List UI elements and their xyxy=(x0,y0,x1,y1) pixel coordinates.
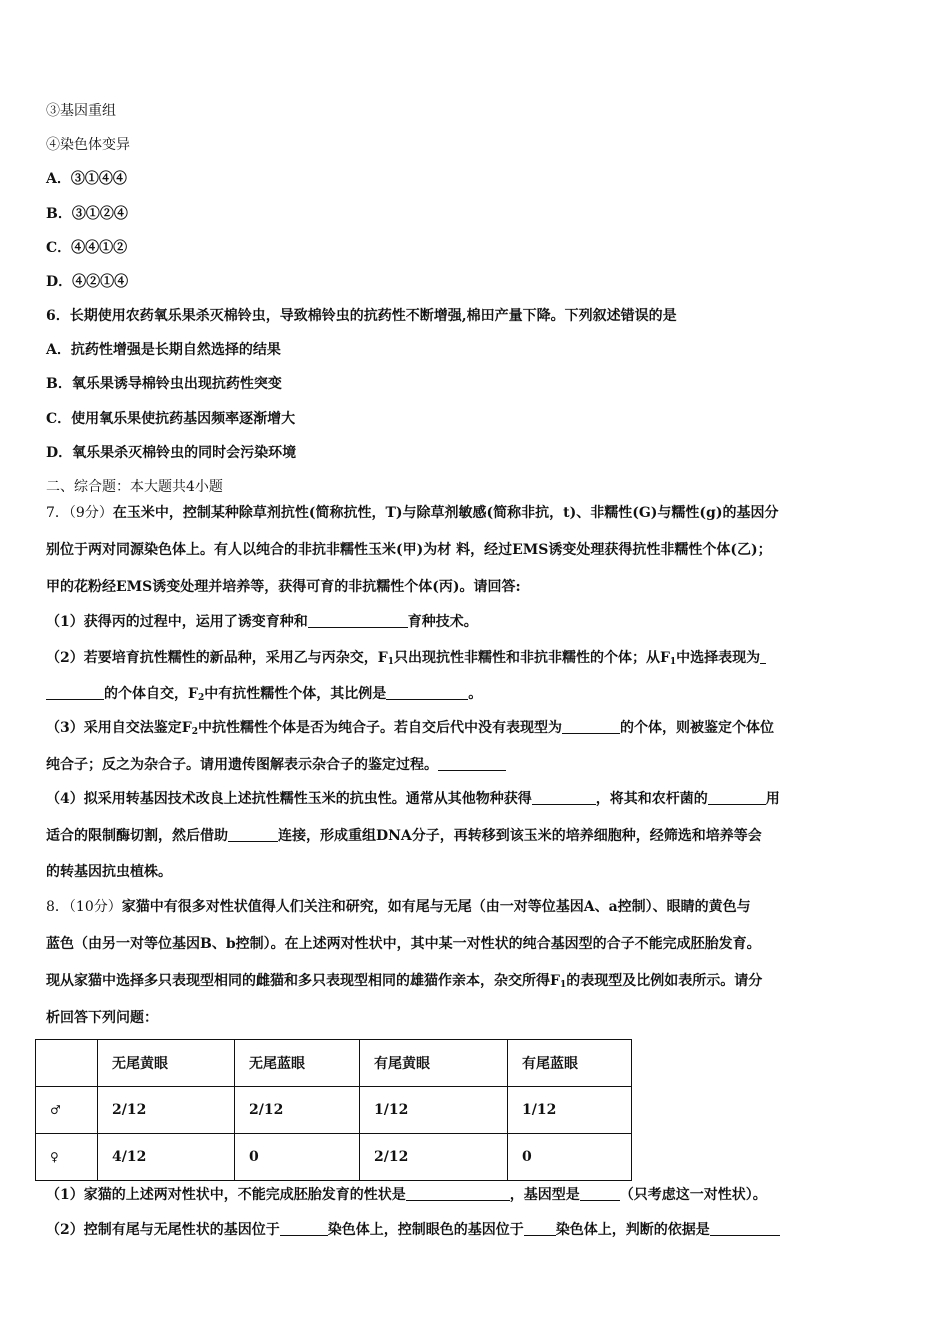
table-cell: 4/12 xyxy=(98,1134,235,1181)
table-cell: 1/12 xyxy=(508,1087,632,1134)
table-header-cell: 无尾蓝眼 xyxy=(235,1040,360,1087)
text: 纯合子；反之为杂合子。请用遗传图解表示杂合子的鉴定过程。 xyxy=(46,757,438,773)
text: （2）若要培育抗性糯性的新品种，采用乙与丙杂交，F xyxy=(46,650,388,666)
answer-blank[interactable] xyxy=(760,649,766,664)
answer-blank[interactable] xyxy=(708,790,766,805)
table-header-cell: 有尾黄眼 xyxy=(360,1040,508,1087)
q8-text: 家猫中有很多对性状值得人们关注和研究，如有尾与无尾（由一对等位基因A、a控制）、眼睛的黄色与 xyxy=(121,899,751,915)
sex-cell: ♂ xyxy=(36,1087,98,1134)
text: （1）获得丙的过程中，运用了诱变育种和 xyxy=(46,614,308,630)
answer-blank[interactable] xyxy=(580,1186,620,1201)
subscript: 2 xyxy=(197,693,205,703)
sex-cell: ♀ xyxy=(36,1134,98,1181)
q8-part-2 xyxy=(46,1220,780,1240)
q6-option-a: A．抗药性增强是长期自然选择的结果 xyxy=(46,342,281,358)
option-a: A．③①④④ xyxy=(46,171,127,187)
text: 现从家猫中选择多只表现型相同的雌猫和多只表现型相同的雄猫作亲本，杂交所得F xyxy=(46,973,560,989)
table-header-cell: 无尾黄眼 xyxy=(98,1040,235,1087)
subscript: 2 xyxy=(191,727,198,737)
answer-blank[interactable] xyxy=(280,1221,328,1236)
subscript: 1 xyxy=(669,657,677,667)
text: 染色体上，控制眼色的基因位于 xyxy=(327,1222,524,1238)
table-row xyxy=(36,1087,632,1134)
text: 用 xyxy=(765,791,780,807)
option-line: ③基因重组 xyxy=(46,103,116,119)
answer-blank[interactable] xyxy=(386,685,468,700)
q7-part-4 xyxy=(46,789,780,809)
table-cell: 0 xyxy=(508,1134,632,1181)
text: （3）采用自交法鉴定F xyxy=(46,720,192,736)
phenotype-table xyxy=(35,1039,632,1181)
answer-blank[interactable] xyxy=(562,719,620,734)
text: 只出现抗性非糯性和非抗非糯性的个体；从F xyxy=(393,650,670,666)
text: 的个体自交，F xyxy=(104,686,198,702)
q7-part-3-cont xyxy=(46,755,506,775)
answer-blank[interactable] xyxy=(532,790,596,805)
section-heading: 二、综合题：本大题共4小题 xyxy=(46,479,223,495)
text: 育种技术。 xyxy=(407,614,478,630)
text: （1）家猫的上述两对性状中，不能完成胚胎发育的性状是 xyxy=(46,1187,406,1203)
answer-blank[interactable] xyxy=(710,1221,780,1236)
q7-part-1 xyxy=(46,612,478,632)
q6-option-d: D．氧乐果杀灭棉铃虫的同时会污染环境 xyxy=(46,445,297,461)
text: 中抗性糯性个体是否为纯合子。若自交后代中没有表现型为 xyxy=(197,720,562,736)
text: 中选择表现为 xyxy=(676,650,761,666)
q7-part-3 xyxy=(46,718,774,738)
subscript: 1 xyxy=(559,980,567,990)
q6-option-b: B．氧乐果诱导棉铃虫出现抗药性突变 xyxy=(46,376,282,392)
q7-line-2: 别位于两对同源染色体上。有人以纯合的非抗非糯性玉米(甲)为材 料，经过EMS诱变处理获得抗性非糯性个体(乙)； xyxy=(46,542,772,558)
q7-text: 在玉米中，控制某种除草剂抗性(简称抗性，T)与除草剂敏感(简称非抗，t)、非糯性(G)与糯性(g)的基因分 xyxy=(112,505,779,521)
question-6-stem: 6．长期使用农药氧乐果杀灭棉铃虫，导致棉铃虫的抗药性不断增强,棉田产量下降。下列叙述错误的是 xyxy=(46,308,677,324)
q8-line-2: 蓝色（由另一对等位基因B、b控制）。在上述两对性状中，其中某一对性状的纯合基因型的合子不能完成胚胎发育。 xyxy=(46,936,761,952)
answer-blank[interactable] xyxy=(406,1186,510,1201)
q8-line-4: 析回答下列问题： xyxy=(46,1010,158,1026)
table-cell: 0 xyxy=(235,1134,360,1181)
text: （2）控制有尾与无尾性状的基因位于 xyxy=(46,1222,280,1238)
q7-line-3: 甲的花粉经EMS诱变处理并培养等，获得可育的非抗糯性个体(丙)。请回答: xyxy=(46,579,521,595)
answer-blank[interactable] xyxy=(438,756,506,771)
answer-blank[interactable] xyxy=(308,613,408,628)
text: 连接，形成重组DNA分子，再转移到该玉米的培养细胞种，经筛选和培养等会 xyxy=(278,828,762,844)
table-cell: 2/12 xyxy=(360,1134,508,1181)
option-line: ④染色体变异 xyxy=(46,137,130,153)
table-row xyxy=(36,1134,632,1181)
table-header-row xyxy=(36,1040,632,1087)
option-c: C．④④①② xyxy=(46,240,128,256)
q6-option-c: C．使用氧乐果使抗药基因频率逐渐增大 xyxy=(46,411,296,427)
q7-part-4-cont xyxy=(46,826,762,846)
option-b: B．③①②④ xyxy=(46,206,128,222)
text: （只考虑这一对性状）。 xyxy=(619,1187,767,1203)
text: ，基因型是 xyxy=(509,1187,580,1203)
table-cell: 1/12 xyxy=(360,1087,508,1134)
q8-score: 8．（10分） xyxy=(46,899,122,915)
q8-line-1 xyxy=(46,897,751,917)
q7-part-2 xyxy=(46,648,766,668)
q7-line-1 xyxy=(46,503,778,523)
q7-part-4-end: 的转基因抗虫植株。 xyxy=(46,864,172,880)
answer-blank[interactable] xyxy=(228,827,278,842)
text: 适合的限制酶切割，然后借助 xyxy=(46,828,228,844)
q8-part-1 xyxy=(46,1185,767,1205)
option-d: D．④②①④ xyxy=(46,274,129,290)
q8-line-3 xyxy=(46,971,762,991)
table-header-cell: 有尾蓝眼 xyxy=(508,1040,632,1087)
q7-part-2-cont xyxy=(46,684,482,704)
table-header-cell xyxy=(36,1040,98,1087)
q7-score: 7．（9分） xyxy=(46,505,113,521)
text: 的个体，则被鉴定个体位 xyxy=(619,720,774,736)
text: 的表现型及比例如表所示。请分 xyxy=(566,973,763,989)
text: 中有抗性糯性个体，其比例是 xyxy=(204,686,387,702)
answer-blank[interactable] xyxy=(46,685,104,700)
answer-blank[interactable] xyxy=(524,1221,556,1236)
table-cell: 2/12 xyxy=(98,1087,235,1134)
subscript: 1 xyxy=(387,657,394,667)
text: ，将其和农杆菌的 xyxy=(595,791,708,807)
text: 。 xyxy=(468,686,483,702)
table-cell: 2/12 xyxy=(235,1087,360,1134)
text: 染色体上，判断的依据是 xyxy=(555,1222,710,1238)
text: （4）拟采用转基因技术改良上述抗性糯性玉米的抗虫性。通常从其他物种获得 xyxy=(46,791,532,807)
